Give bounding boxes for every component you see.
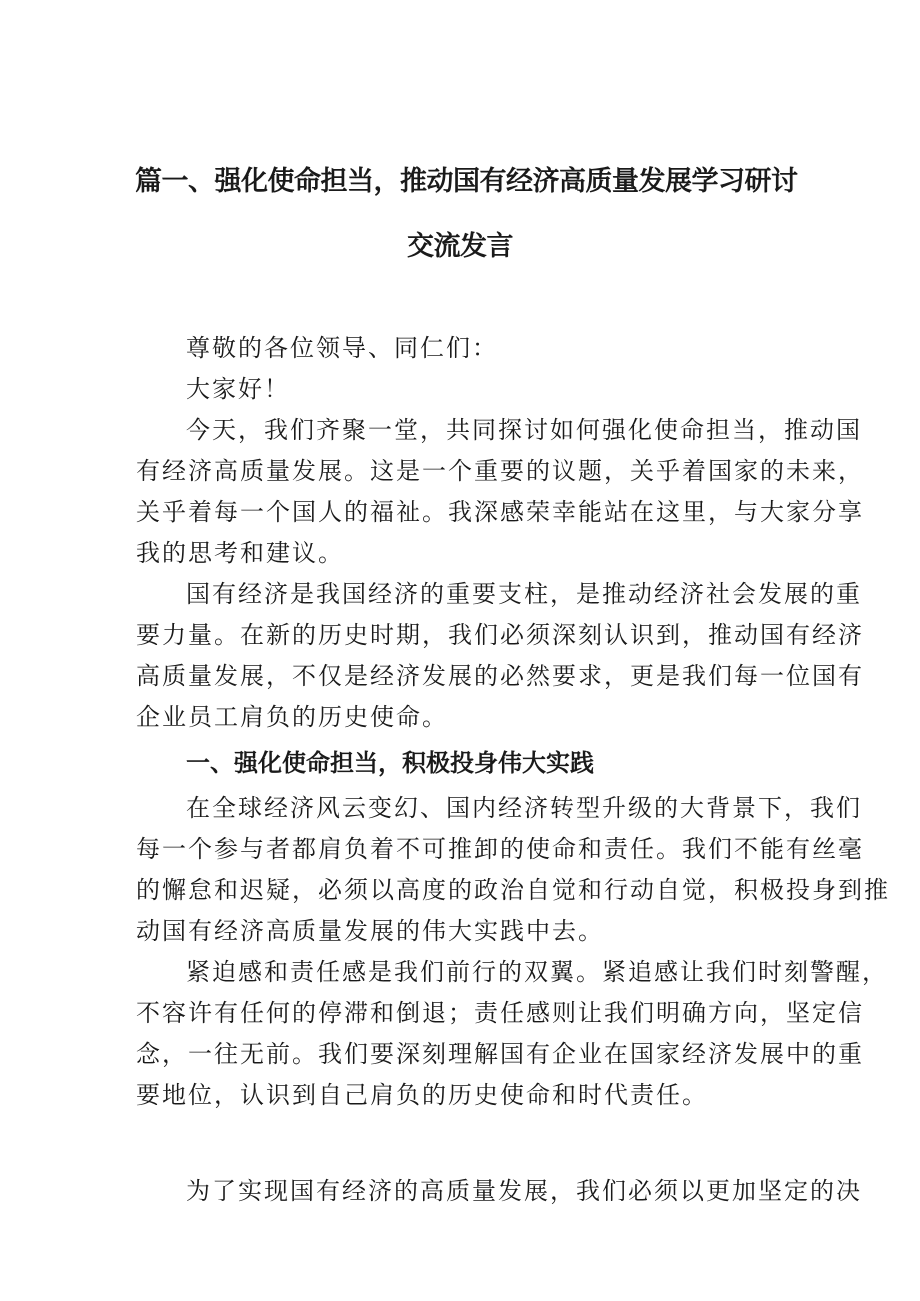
- paragraph-line: 紧迫感和责任感是我们前行的双翼。紧追感让我们时刻警醒，: [186, 958, 888, 986]
- document-title-line-2: 交流发言: [407, 231, 513, 262]
- paragraph-line: 在全球经济风云变幻、国内经济转型升级的大背景下，我们: [186, 794, 862, 822]
- paragraph-line: 的懈怠和迟疑，必须以高度的政治自觉和行动自觉，积极投身到推: [136, 876, 890, 904]
- greeting: 大家好！: [186, 375, 290, 403]
- paragraph-line: 国有经济是我国经济的重要支柱，是推动经济社会发展的重: [186, 580, 862, 608]
- paragraph-line: 我的思考和建议。: [136, 539, 344, 567]
- paragraph-1: [136, 410, 864, 574]
- section-paragraph-1: [136, 788, 890, 952]
- paragraph-line: 高质量发展，不仅是经济发展的必然要求，更是我们每一位国有: [136, 662, 864, 690]
- paragraph-line: 每一个参与者都肩负着不可推卸的使命和责任。我们不能有丝毫: [136, 835, 864, 863]
- document-body: [136, 328, 890, 1212]
- salutation: 尊敬的各位领导、同仁们：: [186, 334, 498, 362]
- paragraph-line: 念，一往无前。我们要深刻理解国有企业在国家经济发展中的重: [136, 1040, 864, 1068]
- paragraph-line: 不容许有任何的停滞和倒退；责任感则让我们明确方向，坚定信: [136, 999, 864, 1027]
- paragraph-gap: [136, 1116, 786, 1171]
- section-paragraph-2: [136, 952, 888, 1116]
- paragraph-line: 关乎着每一个国人的福祉。我深感荣幸能站在这里，与大家分享: [136, 498, 864, 526]
- paragraph-line: 企业员工肩负的历史使命。: [136, 703, 448, 731]
- paragraph-line: 动国有经济高质量发展的伟大实践中去。: [136, 917, 604, 945]
- document-title-line-1: 篇一、强化使命担当，推动国有经济高质量发展学习研讨: [135, 166, 798, 197]
- paragraph-line: 要地位，认识到自己肩负的历史使命和时代责任。: [136, 1081, 708, 1109]
- paragraph-line: 为了实现国有经济的高质量发展，我们必须以更加坚定的决: [186, 1177, 862, 1205]
- section-paragraph-3: [136, 1171, 862, 1212]
- paragraph-line: 要力量。在新的历史时期，我们必须深刻认识到，推动国有经济: [136, 621, 864, 649]
- paragraph-line: 有经济高质量发展。这是一个重要的议题，关乎着国家的未来，: [136, 457, 864, 485]
- paragraph-line: 今天，我们齐聚一堂，共同探讨如何强化使命担当，推动国: [186, 416, 862, 444]
- paragraph-2: [136, 574, 864, 738]
- section-heading: 一、强化使命担当，积极投身伟大实践: [186, 749, 594, 777]
